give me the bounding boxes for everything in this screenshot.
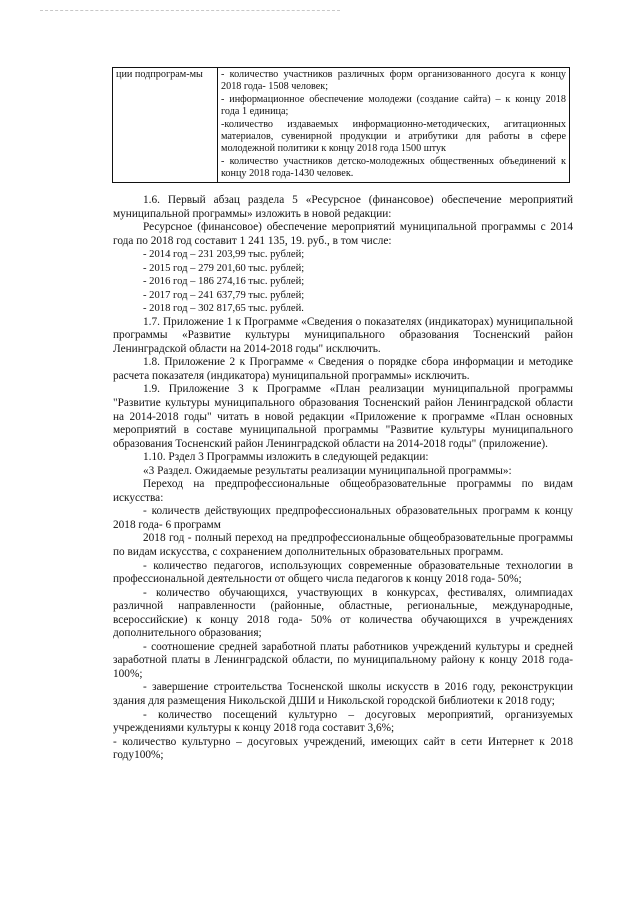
section-1-6-intro: Ресурсное (финансовое) обеспечение мероприятий муниципальной программы с 2014 года по 2018 год составит 1 241 135, 19. руб., в том числе: — [113, 221, 573, 247]
paragraph: - количество обучающихся, участвующих в конкурсах, фестивалях, олимпиадах различной направленности (районные, областные, региональные, международные, всероссийские) к концу 2018 года- 50% от количества обучающихся в учреждениях дополнительного образования; — [113, 586, 573, 640]
indicators-table — [112, 67, 570, 183]
list-item: - 2017 год – 241 637,79 тыс. рублей; — [143, 289, 305, 301]
paragraph: - завершение строительства Тосненской школы искусств в 2016 году, реконструкции здания для размещения Никольской ДШИ и Никольской городской библиотеки к 2018 году; — [113, 681, 573, 707]
table-cell-item: -количество издаваемых информационно-методических, агитационных материалов, сувенирной продукции и атрибутики для работы в сфере молодежной политики к концу 2018 года 1500 штук — [221, 118, 566, 155]
paragraph: - соотношение средней заработной платы работников учреждений культуры и средней заработной платы в Ленинградской области, по муниципальному району к концу 2018 года- 100%; — [113, 640, 573, 680]
list-item: - 2018 год – 302 817,65 тыс. рублей. — [143, 303, 304, 315]
table-cell-item: - количество участников различных форм организованного досуга к концу 2018 года- 1508 человек; — [221, 69, 566, 93]
paragraph: - количеств действующих предпрофессиональных образовательных программ к концу 2018 года- 6 программ — [113, 505, 573, 531]
list-item: - 2015 год – 279 201,60 тыс. рублей; — [143, 262, 305, 274]
table-right-cell — [218, 68, 570, 183]
scan-artifact-line — [40, 10, 340, 12]
section-3-heading: «3 Раздел. Ожидаемые результаты реализации муниципальной программы»: — [143, 464, 512, 477]
funding-by-year-list — [113, 248, 573, 316]
table-left-cell: ции подпрограм-мы — [113, 68, 218, 183]
list-item: - 2014 год – 231 203,99 тыс. рублей; — [143, 249, 305, 261]
table-cell-item: - количество участников детско-молодежных общественных объединений к концу 2018 года-1430 человек. — [221, 155, 566, 180]
table-row — [113, 68, 570, 183]
section-1-9: 1.9. Приложение 3 к Программе «План реализации муниципальной программы "Развитие культуры муниципального образования Тосненский район Ленинградской области на 2014-2018 годы" читать в новой редакции «Приложение к программе «План основных мероприятий в составе муниципальной программы "Развитие культуры муниципального образования Тосненский район Ленинградской области на 2014-2018 годы" (приложение). — [113, 383, 573, 450]
section-1-8: 1.8. Приложение 2 к Программе « Сведения о порядке сбора информации и методике расчета показателя (индикатора) муниципальной программы» исключить. — [113, 356, 573, 382]
section-1-6-heading: 1.6. Первый абзац раздела 5 «Ресурсное (финансовое) обеспечение мероприятий муниципальной программы» изложить в новой редакции: — [113, 194, 573, 220]
paragraph: - количество посещений культурно – досуговых мероприятий, организуемых учреждениями культуры к концу 2018 года составит 3,6%; — [113, 708, 573, 735]
document-body — [113, 194, 573, 763]
paragraph: 2018 год - полный переход на предпрофессиональные общеобразовательные программы по видам искусства, с сохранением дополнительных образовательных программ. — [113, 532, 573, 558]
paragraph: Переход на предпрофессиональные общеобразовательные программы по видам искусства: — [113, 478, 573, 504]
paragraph-last: - количество культурно – досуговых учреждений, имеющих сайт в сети Интернет к 2018 году100%; — [113, 735, 573, 762]
section-1-10: 1.10. Рздел 3 Программы изложить в следующей редакции: — [143, 451, 429, 464]
paragraph: - количество педагогов, использующих современные образовательные технологии в профессиональной деятельности от общего числа педагогов к концу 2018 года- 50%; — [113, 559, 573, 586]
list-item: - 2016 год – 186 274,16 тыс. рублей; — [143, 276, 305, 288]
table-cell-item: - информационное обеспечение молодежи (создание сайта) – к концу 2018 года 1 единица; — [221, 93, 566, 118]
section-1-7: 1.7. Приложение 1 к Программе «Сведения о показателях (индикаторах) муниципальной программы «Развитие культуры муниципального образования Тосненский район Ленинградской области на 2014-2018 годы" исключить. — [113, 315, 573, 355]
